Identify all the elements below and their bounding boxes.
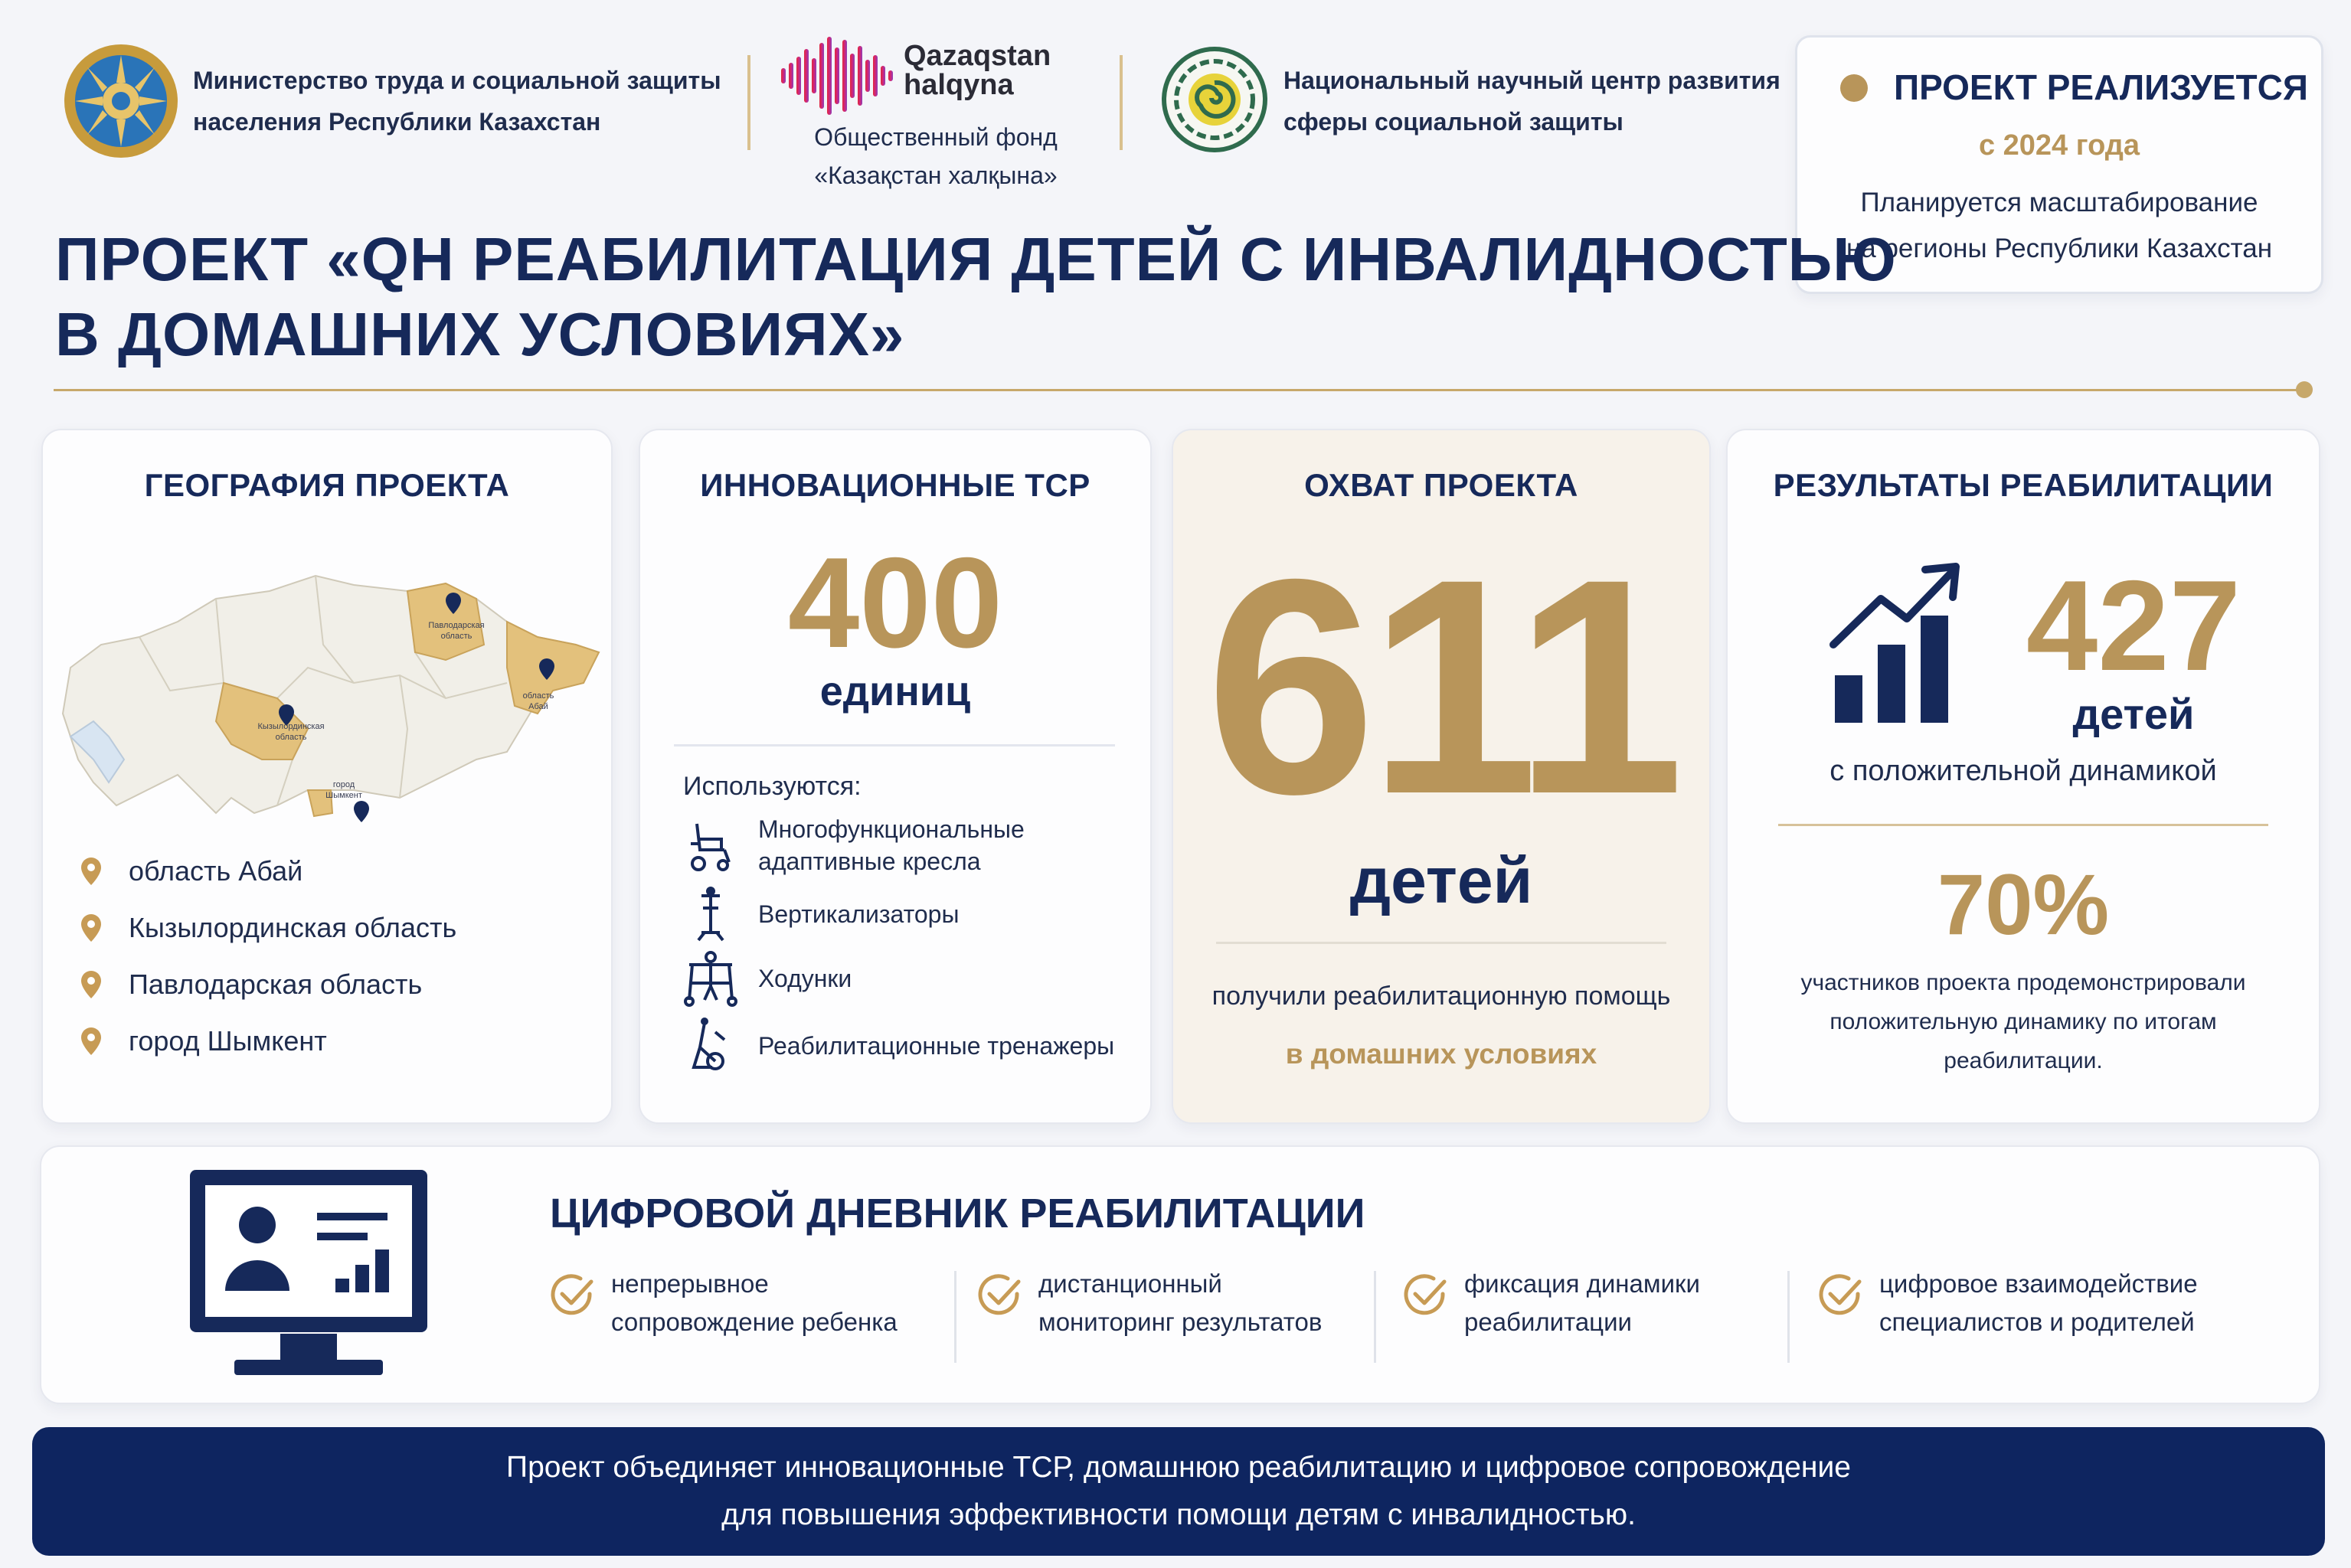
tsr-item-label: Реабилитационные тренажеры	[758, 1032, 1115, 1060]
coverage-unit: детей	[1349, 844, 1533, 916]
list-item	[1401, 1265, 1700, 1357]
page-title-line-1: ПРОЕКТ «QH РЕАБИЛИТАЦИЯ ДЕТЕЙ С ИНВАЛИДНОСТЬЮ	[55, 225, 1897, 293]
status-since: с 2024 года	[1978, 129, 2140, 162]
results-value: 427	[2026, 554, 2241, 697]
ministry-line-1: Министерство труда и социальной защиты	[193, 67, 721, 94]
map-label-shymkent: город Шымкент	[325, 780, 362, 800]
tsr-unit: единиц	[819, 668, 971, 714]
list-item	[548, 1265, 898, 1357]
region-name: Кызылординская область	[129, 912, 457, 943]
sound-wave-icon	[780, 34, 894, 118]
center-logo	[1161, 46, 1268, 153]
list-item	[1816, 1265, 2198, 1357]
map-pin-icon	[80, 969, 103, 1000]
title-underline-dot	[2296, 381, 2313, 398]
divider-1	[747, 55, 750, 150]
page-title	[55, 222, 1897, 372]
status-plan-line-2: на регионы Республики Казахстан	[1846, 234, 2273, 263]
growth-chart-icon	[1827, 560, 1965, 729]
tsr-item-label: Многофункциональные	[758, 815, 1025, 843]
diary-separator	[1787, 1271, 1790, 1363]
diary-item-line-1: фиксация динамики	[1464, 1269, 1700, 1298]
diary-item-line-2: сопровождение ребенка	[611, 1308, 898, 1336]
list-item	[80, 848, 302, 894]
map-label-pavlodar: Павлодарская область	[428, 621, 485, 641]
fund-name	[780, 118, 1092, 194]
coverage-caption: получили реабилитационную помощь	[1211, 982, 1671, 1011]
list-item	[680, 813, 1025, 877]
title-underline	[54, 389, 2302, 391]
ministry-name	[193, 60, 744, 142]
check-circle-icon	[1401, 1271, 1450, 1320]
fund-logo	[780, 34, 1147, 118]
list-item	[80, 962, 422, 1008]
list-item	[680, 1015, 1114, 1076]
results-card	[1726, 429, 2320, 1124]
diary-item-line-2: мониторинг результатов	[1038, 1308, 1323, 1336]
check-circle-icon	[1816, 1271, 1865, 1320]
tsr-title: ИННОВАЦИОННЫЕ ТСР	[700, 467, 1090, 503]
tsr-card	[639, 429, 1152, 1124]
check-circle-icon	[976, 1271, 1025, 1320]
center-line-2: сферы социальной защиты	[1283, 108, 1623, 136]
ministry-line-2: населения Республики Казахстан	[193, 108, 601, 136]
trainer-icon	[682, 1017, 740, 1075]
geography-card	[41, 429, 613, 1124]
diary-title: ЦИФРОВОЙ ДНЕВНИК РЕАБИЛИТАЦИИ	[550, 1191, 1365, 1236]
verticalizer-icon	[682, 885, 740, 943]
divider-2	[1120, 55, 1123, 150]
diary-item-line-2: реабилитации	[1464, 1308, 1632, 1336]
results-percent-caption	[1728, 963, 2319, 1080]
tsr-item-label: Вертикализаторы	[758, 900, 960, 928]
center-name	[1283, 60, 1804, 142]
results-caption: с положительной динамикой	[1829, 755, 2217, 787]
state-emblem-icon	[60, 40, 182, 162]
coverage-card	[1172, 429, 1711, 1124]
list-item	[80, 1018, 327, 1064]
diary-item-line-1: дистанционный	[1038, 1269, 1222, 1298]
results-divider	[1778, 824, 2268, 826]
check-circle-icon	[548, 1271, 597, 1320]
center-line-1: Национальный научный центр развития	[1283, 67, 1780, 94]
region-name: город Шымкент	[129, 1025, 327, 1057]
results-title: РЕЗУЛЬТАТЫ РЕАБИЛИТАЦИИ	[1773, 467, 2274, 503]
ministry-logo	[60, 40, 182, 162]
footer-line-1: Проект объединяет инновационные ТСР, домашнюю реабилитацию и цифровое сопровождение	[506, 1451, 1851, 1484]
tsr-list	[680, 813, 1140, 1119]
map-pin-icon	[80, 1026, 103, 1057]
diary-separator	[954, 1271, 956, 1363]
results-percent: 70%	[1937, 857, 2110, 952]
results-unit: детей	[2072, 690, 2195, 738]
coverage-value: 611	[1205, 515, 1677, 858]
list-item	[976, 1265, 1322, 1357]
spiral-emblem-icon	[1161, 46, 1268, 153]
tsr-value: 400	[787, 531, 1003, 675]
footer-banner	[32, 1427, 2325, 1556]
results-percent-line-2: положительную динамику по итогам	[1829, 1009, 2217, 1034]
adaptive-chair-icon	[682, 816, 740, 874]
tsr-used-label: Используются:	[683, 772, 862, 801]
fund-brand-line-1: Qazaqstan	[904, 40, 1051, 72]
coverage-title: ОХВАТ ПРОЕКТА	[1304, 467, 1578, 503]
map-pin-icon	[80, 913, 103, 943]
coverage-divider	[1216, 942, 1666, 944]
status-title: ПРОЕКТ РЕАЛИЗУЕТСЯ	[1894, 67, 2308, 107]
tsr-item-label: Ходунки	[758, 965, 852, 992]
diary-item-line-1: цифровое взаимодействие	[1879, 1269, 2198, 1298]
list-item	[80, 905, 456, 951]
region-name: Павлодарская область	[129, 969, 423, 1000]
list-item	[680, 948, 852, 1009]
results-percent-line-1: участников проекта продемонстрировали	[1800, 970, 2246, 995]
geography-title: ГЕОГРАФИЯ ПРОЕКТА	[144, 467, 510, 503]
list-item	[680, 884, 959, 945]
region-name: область Абай	[129, 855, 303, 887]
map-label-kyzylorda: Кызылординская область	[257, 722, 325, 742]
map-pin-icon	[80, 856, 103, 887]
diary-item-line-2: специалистов и родителей	[1879, 1308, 2195, 1336]
page-title-line-2: В ДОМАШНИХ УСЛОВИЯХ»	[55, 300, 905, 368]
fund-line-2: «Казақстан халқына»	[814, 162, 1058, 189]
fund-brand	[904, 41, 1051, 100]
diary-separator	[1374, 1271, 1376, 1363]
monitor-user-icon	[184, 1164, 433, 1380]
status-dot	[1840, 74, 1868, 102]
region-list	[80, 848, 585, 1093]
diary-item-line-1: непрерывное	[611, 1269, 769, 1298]
fund-line-1: Общественный фонд	[814, 123, 1058, 151]
results-percent-line-3: реабилитации.	[1944, 1048, 2103, 1073]
walker-icon	[682, 949, 740, 1008]
footer-line-2: для повышения эффективности помощи детям с инвалидностью.	[721, 1498, 1636, 1531]
status-plan-line-1: Планируется масштабирование	[1860, 188, 2258, 217]
map-label-abai: область Абай	[522, 691, 554, 711]
fund-brand-line-2: halqyna	[904, 69, 1014, 101]
tsr-divider	[674, 744, 1115, 746]
tsr-item-label-2: адаптивные кресла	[758, 848, 981, 875]
coverage-caption-gold: в домашних условиях	[1285, 1038, 1597, 1070]
